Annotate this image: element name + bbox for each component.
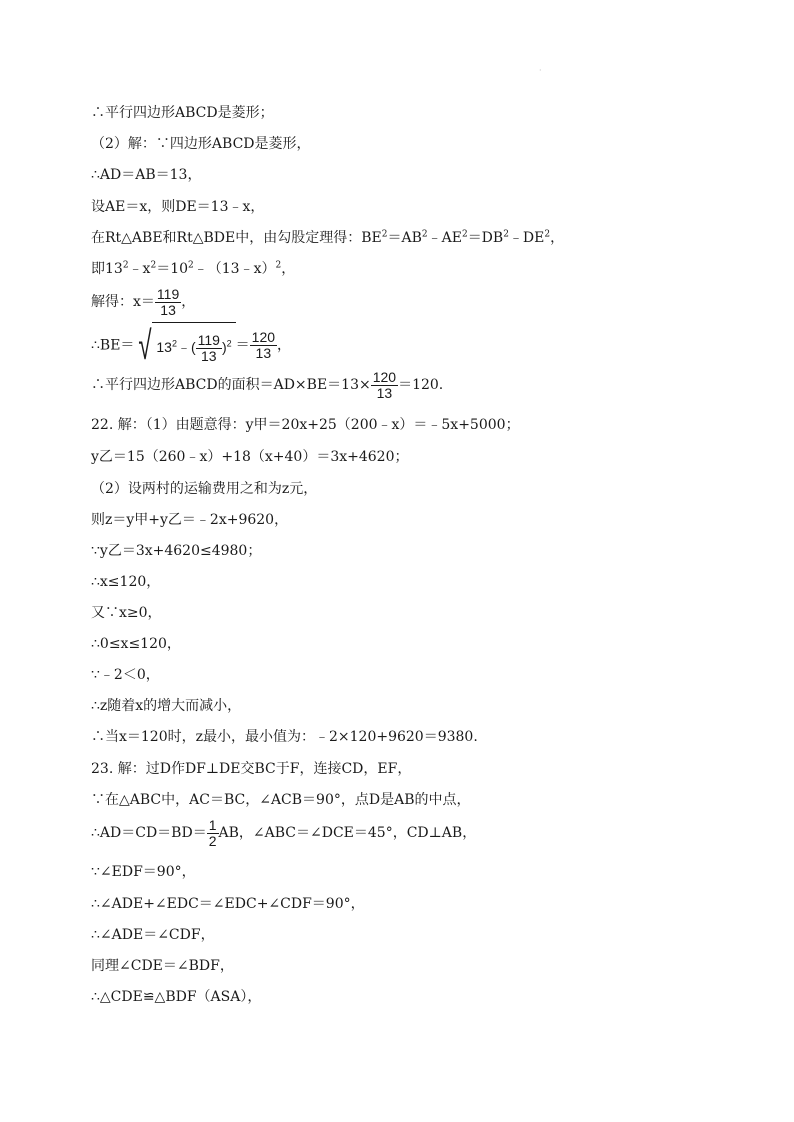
fraction-denominator: 2 bbox=[208, 832, 217, 849]
text-segment: ﹣（13﹣x） bbox=[193, 261, 276, 277]
text-line: ∴∠ADE＝∠CDF， bbox=[91, 927, 215, 943]
exponent: 2 bbox=[150, 260, 157, 271]
text-segment: ﹣x bbox=[128, 261, 151, 277]
text-line: ∴AD＝AB＝13， bbox=[91, 167, 202, 183]
corner-mark: · bbox=[539, 66, 542, 75]
fraction-numerator: 119 bbox=[197, 331, 220, 348]
text-segment: ＝AB bbox=[387, 230, 422, 246]
text-line: 同理∠CDE＝∠BDF， bbox=[91, 958, 234, 974]
area-line bbox=[91, 368, 443, 402]
fraction-denominator: 13 bbox=[376, 384, 393, 401]
exponent: 2 bbox=[188, 260, 194, 271]
text-line: ∵y乙＝3x+4620≤4980； bbox=[91, 543, 262, 559]
text-line: ∵在△ABC中，AC＝BC，∠ACB＝90°，点D是AB的中点， bbox=[91, 792, 471, 808]
text-line: ∴z随着x的增大而减小， bbox=[91, 698, 242, 714]
fraction bbox=[207, 818, 219, 849]
text-segment: ＝120. bbox=[398, 377, 444, 393]
text-segment: ， bbox=[550, 230, 565, 246]
fraction-numerator: 1 bbox=[208, 816, 217, 833]
text-line: （2）设两村的运输费用之和为z元， bbox=[91, 481, 318, 497]
text-segment: ＝DB bbox=[467, 230, 504, 246]
text-segment: 13 bbox=[156, 339, 172, 355]
solution-line bbox=[91, 285, 195, 319]
text-line: （2）解：∵四边形ABCD是菱形， bbox=[91, 136, 311, 152]
fraction-numerator: 120 bbox=[251, 329, 276, 345]
text-line: ∴x≤120， bbox=[91, 574, 161, 590]
text-line: y乙＝15（260﹣x）+18（x+40）＝3x+4620； bbox=[91, 449, 409, 465]
text-line: ∴△CDE≌△BDF（ASA）， bbox=[91, 989, 262, 1005]
text-segment: ∴BE＝ bbox=[91, 337, 135, 354]
exponent: 2 bbox=[122, 260, 129, 271]
exponent: 2 bbox=[544, 229, 551, 240]
text-line: 22. 解：（1）由题意得：y甲＝20x+25（200﹣x）＝﹣5x+5000； bbox=[91, 417, 520, 433]
pythagoras-line bbox=[91, 229, 564, 247]
text-line: 则z＝y甲+y乙＝﹣2x+9620， bbox=[91, 512, 289, 528]
text-segment: 在Rt△ABE和Rt△BDE中，由勾股定理得：BE bbox=[91, 230, 382, 246]
text-segment: ＝ bbox=[235, 337, 250, 354]
fraction-denominator: 13 bbox=[160, 301, 176, 318]
text-segment: ， bbox=[281, 261, 296, 277]
text-line: 设AE＝x，则DE＝13﹣x， bbox=[91, 199, 265, 215]
fraction-numerator: 119 bbox=[156, 285, 180, 302]
text-segment: ＝10 bbox=[156, 261, 189, 277]
text-line: ∴当x＝120时，z最小，最小值为：﹣2×120+9620＝9380. bbox=[91, 729, 478, 745]
text-segment: AB，∠ABC＝∠DCE＝45°，CD⊥AB， bbox=[218, 825, 477, 841]
text-segment: ∴平行四边形ABCD的面积＝AD×BE＝13× bbox=[91, 377, 371, 393]
text-line: 又∵x≥0， bbox=[91, 605, 162, 621]
text-segment: ， bbox=[277, 337, 292, 354]
text-line: ∴平行四边形ABCD是菱形； bbox=[91, 105, 274, 121]
radical-sign: √ bbox=[138, 323, 152, 368]
exponent: 2 bbox=[171, 338, 177, 349]
text-line: ∴0≤x≤120， bbox=[91, 636, 181, 652]
text-segment: ∴AD＝CD＝BD＝ bbox=[91, 825, 207, 841]
text-segment: ﹣DE bbox=[508, 230, 545, 246]
exponent: 2 bbox=[421, 229, 428, 240]
fraction-numerator: 120 bbox=[372, 368, 397, 385]
fraction bbox=[155, 287, 181, 318]
exponent: 2 bbox=[275, 260, 282, 271]
exponent: 2 bbox=[381, 229, 388, 240]
fraction bbox=[196, 333, 222, 364]
fraction bbox=[371, 370, 398, 401]
text-segment: 解得：x＝ bbox=[91, 294, 155, 310]
text-segment: 即13 bbox=[91, 261, 123, 277]
fraction-denominator: 13 bbox=[255, 345, 272, 361]
text-segment: ﹣AE bbox=[427, 230, 462, 246]
square-root bbox=[134, 322, 235, 369]
exponent: 2 bbox=[226, 338, 232, 349]
equation-line bbox=[91, 260, 295, 278]
exponent: 2 bbox=[461, 229, 468, 240]
text-segment: ， bbox=[181, 294, 196, 310]
text-line: 23. 解：过D作DF⊥DE交BC于F，连接CD，EF， bbox=[91, 761, 412, 777]
be-line bbox=[91, 322, 291, 369]
exponent: 2 bbox=[503, 229, 509, 240]
fraction-denominator: 13 bbox=[201, 347, 217, 364]
text-line: ∵∠EDF＝90°， bbox=[91, 864, 196, 880]
text-line: ∴∠ADE+∠EDC＝∠EDC+∠CDF＝90°， bbox=[91, 896, 365, 912]
text-segment: ﹣( bbox=[176, 339, 196, 355]
radicand bbox=[152, 322, 235, 369]
fraction bbox=[250, 330, 277, 361]
text-line: ∵﹣2＜0， bbox=[91, 667, 160, 683]
midpoint-line bbox=[91, 815, 476, 851]
text-segment: ) bbox=[221, 339, 227, 355]
